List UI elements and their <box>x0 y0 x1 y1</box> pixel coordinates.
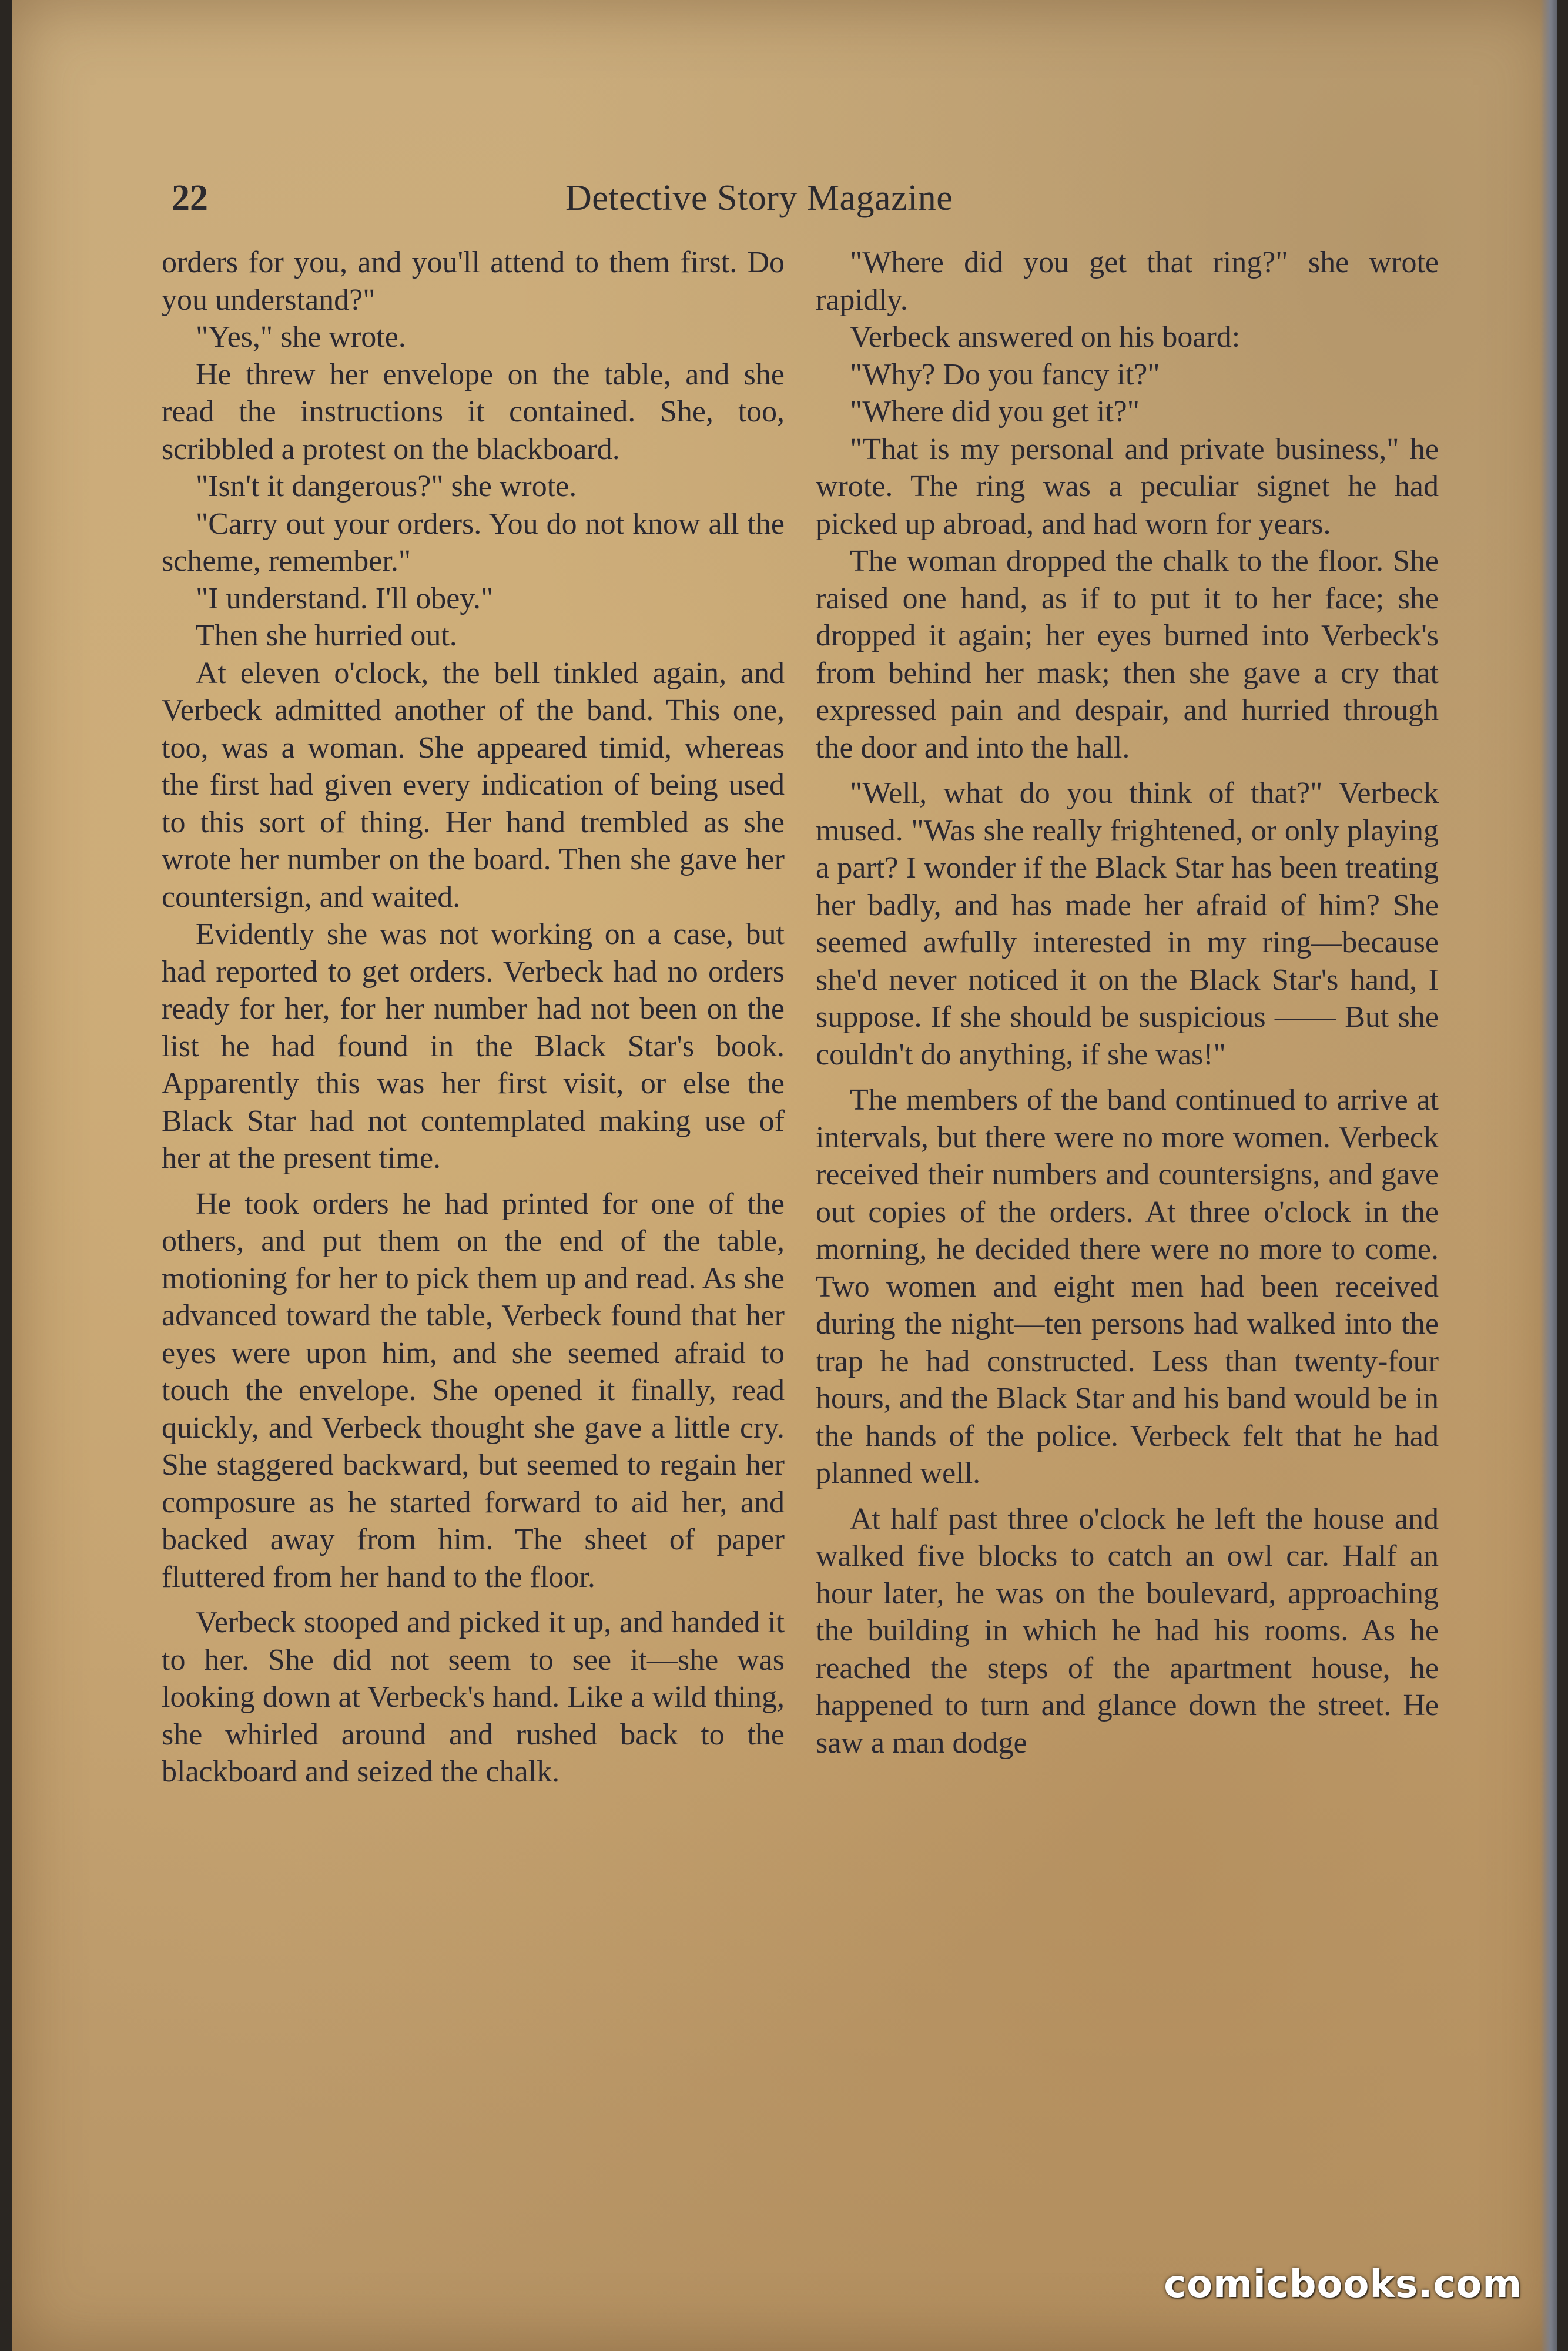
paragraph: "Carry out your orders. You do not know all the scheme, remember." <box>162 507 785 578</box>
left-text-column <box>162 244 785 1791</box>
paragraph: Verbeck answered on his board: <box>850 320 1241 354</box>
paragraph: "I understand. I'll obey." <box>196 581 494 615</box>
site-watermark: comicbooks.com <box>1164 2263 1522 2306</box>
paragraph: Verbeck stooped and picked it up, and handed it to her. She did not seem to see it—she was looking down at Verbeck's hand. Like a wild thing, she whirled around and rushed back to the blackboard and seized the chalk. <box>162 1606 785 1789</box>
paragraph: The members of the band continued to arrive at intervals, but there were no more women. Verbeck received their numbers and countersigns, and gave out copies of the orders. At three o'clock in the morning, he decided there were no more to come. Two women and eight men had been received during the night—ten persons had walked into the trap he had constructed. Less than twenty-four hours, and the Black Star and his band would be in the hands of the police. Verbeck felt that he had planned well. <box>816 1083 1439 1490</box>
paragraph: The woman dropped the chalk to the floor. She raised one hand, as if to put it to her face; she dropped it again; her eyes burned into Verbeck's from behind her mask; then she gave a cry that expressed pain and despair, and hurried through the door and into the hall. <box>816 544 1439 765</box>
paragraph: At eleven o'clock, the bell tinkled again, and Verbeck admitted another of the band. This one, too, was a woman. She appeared timid, whereas the first had given every indication of being used to this sort of thing. Her hand trembled as she wrote her number on the board. Then she gave her countersign, and waited. <box>162 656 785 914</box>
paragraph: Then she hurried out. <box>196 619 457 652</box>
paragraph: At half past three o'clock he left the house and walked five blocks to catch an owl car. Half an hour later, he was on the boulevard, approaching the building in which he had his rooms. As he reached the steps of the apartment house, he happened to turn and glance down the street. He saw a man dodge <box>816 1502 1439 1760</box>
page-edge-shadow <box>1540 0 1557 2351</box>
paragraph: Evidently she was not working on a case, but had reported to get orders. Verbeck had no orders ready for her, for her number had not been on the list he had found in the Black Star's book. Apparently this was her first visit, or else the Black Star had not contemplated making use of her at the present time. <box>162 917 785 1175</box>
right-text-column <box>816 244 1439 1761</box>
page-header <box>172 172 1053 225</box>
page-number: 22 <box>172 178 208 218</box>
paragraph: "Where did you get that ring?" she wrote rapidly. <box>816 246 1439 317</box>
paragraph: "Where did you get it?" <box>850 395 1140 428</box>
paragraph: "Why? Do you fancy it?" <box>850 357 1160 391</box>
paragraph: "Well, what do you think of that?" Verbeck mused. "Was she really frightened, or only playing a part? I wonder if the Black Star has been treating her badly, and has made her afraid of him? She seemed awfully interested in my ring—because she'd never noticed it on the Black Star's hand, I suppose. If she should be suspicious —— But she couldn't do anything, if she was!" <box>816 776 1439 1071</box>
paragraph: "That is my personal and private business," he wrote. The ring was a peculiar signet he had picked up abroad, and had worn for years. <box>816 432 1439 541</box>
paragraph: "Isn't it dangerous?" she wrote. <box>196 470 577 503</box>
paragraph: He took orders he had printed for one of the others, and put them on the end of the table, motioning for her to pick them up and read. As she advanced toward the table, Verbeck found that her eyes were upon him, and she seemed afraid to touch the envelope. She opened it finally, read quickly, and Verbeck thought she gave a little cry. She staggered backward, but seemed to regain her composure as he started forward to aid her, and backed away from him. The sheet of paper fluttered from her hand to the floor. <box>162 1187 785 1594</box>
paragraph: "Yes," she wrote. <box>196 320 406 354</box>
paragraph: He threw her envelope on the table, and she read the instructions it contained. She, too, scribbled a protest on the blackboard. <box>162 357 785 466</box>
running-title: Detective Story Magazine <box>565 178 953 218</box>
paragraph: orders for you, and you'll attend to them first. Do you understand?" <box>162 246 785 317</box>
magazine-page <box>12 0 1557 2351</box>
